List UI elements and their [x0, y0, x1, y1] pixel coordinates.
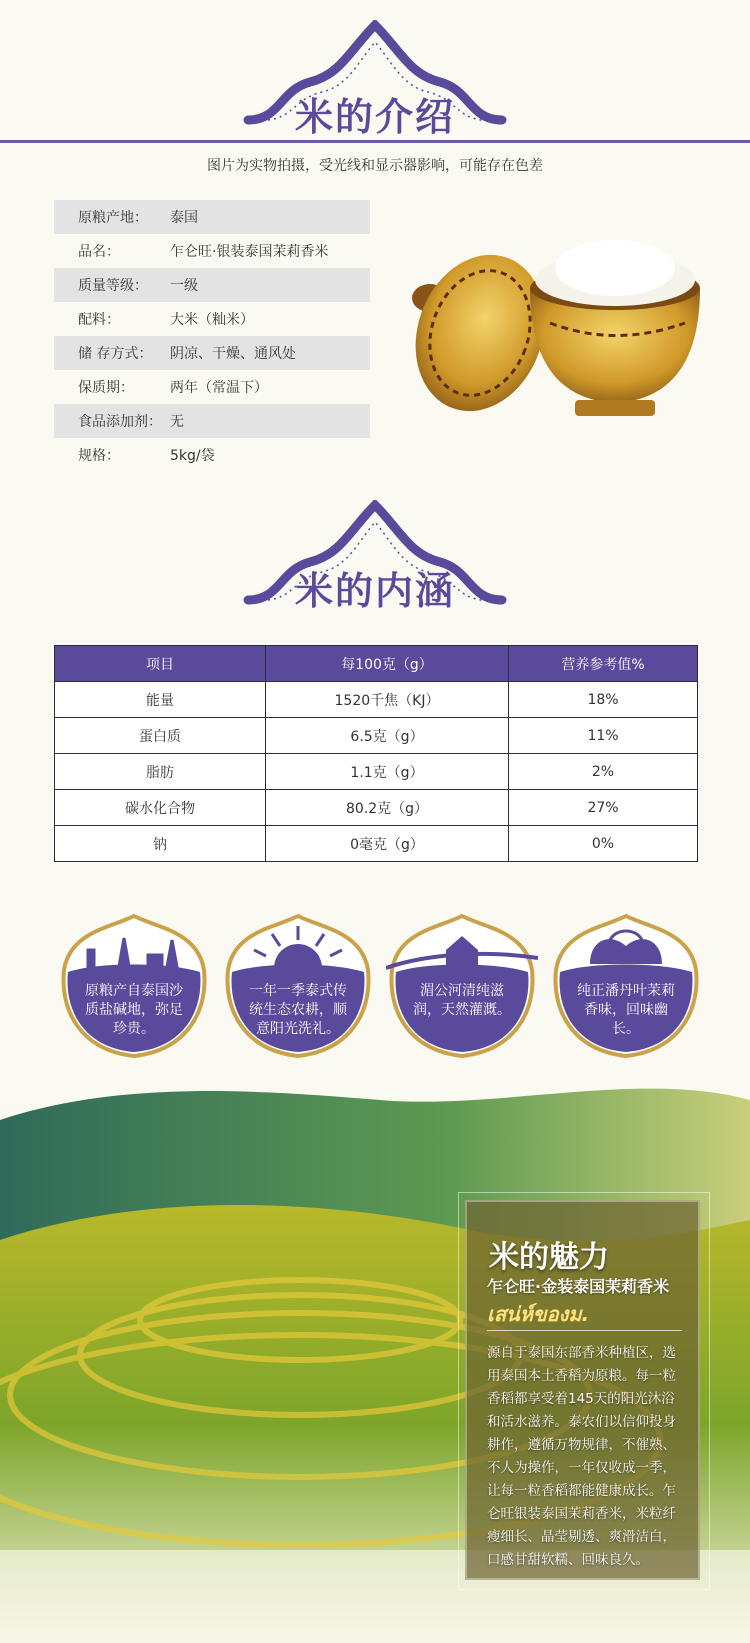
charm-subtitle: 乍仑旺·金装泰国茉莉香米	[487, 1277, 670, 1296]
content-header	[0, 500, 750, 630]
info-row: 保质期： 两年（常温下）	[78, 380, 268, 396]
charm-panel	[465, 1200, 700, 1580]
info-row: 原粮产地： 泰国	[54, 200, 370, 234]
charm-body: 源自于泰国东部香米种植区，选用泰国本土香稻为原粮。每一粒香稻都享受着145天的阳光沐浴和活水滋养。泰农们以信仰投身耕作，遵循万物规律，不催熟、不人为操作，一年仅收成一季，让每一粒香稻都能健康成长。乍仑旺银装泰国茉莉香米，米粒纤瘦细长、晶莹剔透、爽滑洁白，口感甘甜软糯、回味良久。	[487, 1345, 676, 1568]
badge-farming: 一年一季泰式传统生态农耕，顺意阳光洗礼。	[222, 910, 374, 1062]
charm-divider	[487, 1330, 682, 1331]
table-row: 能量 1520千焦（KJ） 18%	[55, 682, 698, 718]
photo-note: 图片为实物拍摄，受光线和显示器影响，可能存在色差	[207, 158, 543, 174]
info-row: 品名： 乍仑旺·银装泰国茉莉香米	[78, 244, 329, 260]
divider	[0, 140, 750, 143]
info-row: 质量等级： 一级	[54, 268, 370, 302]
info-row: 规格： 5kg/袋	[78, 448, 215, 464]
rice-bowl-image	[400, 228, 710, 428]
table-row: 蛋白质 6.5克（g） 11%	[55, 718, 698, 754]
charm-thai-text: เสน่ห์ของม.	[487, 1302, 590, 1326]
product-info-table	[54, 200, 370, 472]
badge-origin: 原粮产自泰国沙质盐碱地，弥足珍贵。	[58, 910, 210, 1062]
nutrition-table	[54, 645, 698, 862]
info-row: 食品添加剂： 无	[54, 404, 370, 438]
content-title: 米的内涵	[294, 568, 455, 613]
table-row: 脂肪 1.1克（g） 2%	[55, 754, 698, 790]
intro-header	[0, 0, 750, 150]
charm-title: 米的魅力	[489, 1240, 609, 1275]
intro-title: 米的介绍	[294, 94, 455, 139]
table-header-row: 项目 每100克（g） 营养参考值%	[55, 646, 698, 682]
table-row: 碳水化合物 80.2克（g） 27%	[55, 790, 698, 826]
table-row: 钠 0毫克（g） 0%	[55, 826, 698, 862]
info-row: 配料： 大米（籼米）	[78, 312, 254, 328]
badge-river: 湄公河清纯滋润，天然灌溉。	[386, 910, 538, 1062]
info-row: 储 存方式： 阴凉、干燥、通风处	[54, 336, 370, 370]
badge-jasmine: 纯正潘丹叶茉莉香味，回味幽长。	[550, 910, 702, 1062]
